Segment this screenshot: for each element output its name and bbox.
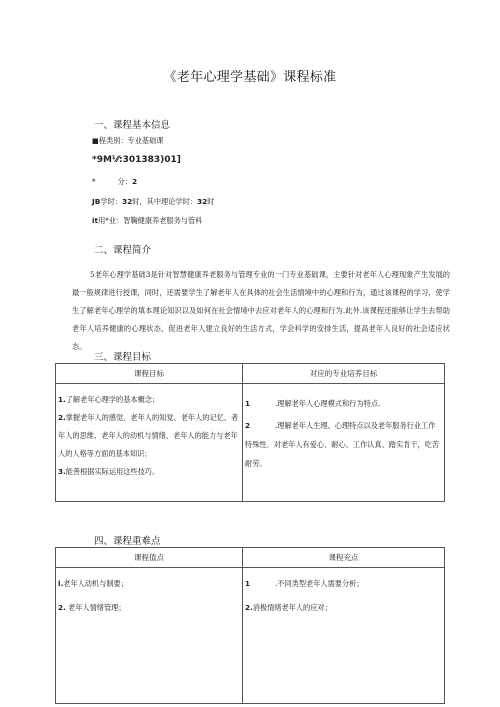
key-points-table	[55, 547, 445, 704]
training-goals-cell	[243, 384, 445, 502]
section-heading-objectives: 三、课程目标	[94, 352, 152, 363]
major-value: 智鞠健康养老服务与管科	[123, 216, 203, 225]
table-header-row	[56, 364, 445, 384]
table-header-row	[56, 548, 445, 568]
course-type-text: 程类别：专业基础课	[98, 136, 164, 145]
major-line	[92, 216, 202, 226]
list-item: 1 .不同类型老年人需要分析；	[245, 579, 364, 588]
list-item: 2.掌握老年人的感觉、老年人的知觉、老年人的记忆、者年人的思维、老年人的动机与情绪、老年人的能力与老年人的人格等方面的基本知识；	[58, 413, 239, 458]
difficult-points-col-header: 课程充点	[243, 548, 445, 568]
course-type-prefix: ■	[92, 136, 99, 145]
table-row	[56, 384, 445, 502]
objectives-col-header: 课程目标	[56, 364, 243, 384]
section-heading-key-points: 四、课程重难点	[94, 536, 161, 547]
course-code-line: *9M⅟⁄:301383)01]	[92, 155, 181, 165]
objectives-table	[55, 363, 445, 502]
key-points-col-header: 课程值点	[56, 548, 243, 568]
hours-prefix: JB	[92, 197, 101, 206]
difficult-points-cell	[243, 568, 445, 704]
credit-label: 分：	[117, 177, 132, 186]
section-heading-basic-info: 一、课程基本信息	[94, 120, 171, 131]
document-title: 《老年心理学基础》课程标准	[163, 70, 337, 85]
major-prefix: it	[92, 216, 99, 225]
credit-value: 2	[131, 177, 138, 186]
training-goals-col-header: 对应的专业培养目标	[243, 364, 445, 384]
credit-line	[92, 177, 137, 187]
course-type-line	[92, 136, 164, 146]
list-item: 2 .理解老年人生理、心理特点以及老年服务行业工作特殊性．对老年人有爱心、耐心、工作认真、踏实肯干，吃苦耐劳。	[245, 421, 440, 468]
hours-theory: 32	[196, 197, 208, 206]
list-item: 3.能善根据实际运用这些技巧。	[58, 467, 160, 476]
table-row	[56, 568, 445, 704]
list-item: l.老年人动机与制要；	[58, 579, 128, 588]
key-points-cell	[56, 568, 243, 704]
objectives-cell	[56, 384, 243, 502]
section-heading-introduction: 二、课程简介	[94, 245, 152, 256]
hours-suffix: 时	[207, 197, 215, 206]
list-item: 1 .理解老年人心理模式和行为特点.	[245, 399, 381, 408]
list-item: 2.消极情绪老年人的应对；	[245, 603, 332, 612]
hours-label: 学时：	[100, 197, 122, 206]
credit-prefix: *	[92, 177, 96, 186]
hours-line	[92, 197, 214, 207]
list-item: 1.了解老年心理学的基本概念；	[58, 395, 160, 404]
introduction-paragraph: 5老年心理学基础3是针对智慧健康养老服务与管理专业的一门专业基础课，主要针对老年人心理现象产生发展的最一般规律进行授课，同时，还需要学生了解老年人在具体的社会生活情境中的心理和行为，通过该课程的学习，使学生了解老年心理学的填本理论知识以及如何在社会情境中去应对老年人的心理和行为.此外.该课程还能够让学生去帮助老年人培养健康的心理状态，促进老年人建立良好的生活方式，学会科学的安排生活，提高老年人良好的社会适应状态。	[72, 270, 450, 351]
list-item: 2. 老年人情绪管理；	[58, 603, 126, 612]
major-label: 用*业：	[98, 216, 124, 225]
hours-total: 32	[121, 197, 133, 206]
hours-mid: 时，其中理论学时：	[132, 197, 197, 206]
